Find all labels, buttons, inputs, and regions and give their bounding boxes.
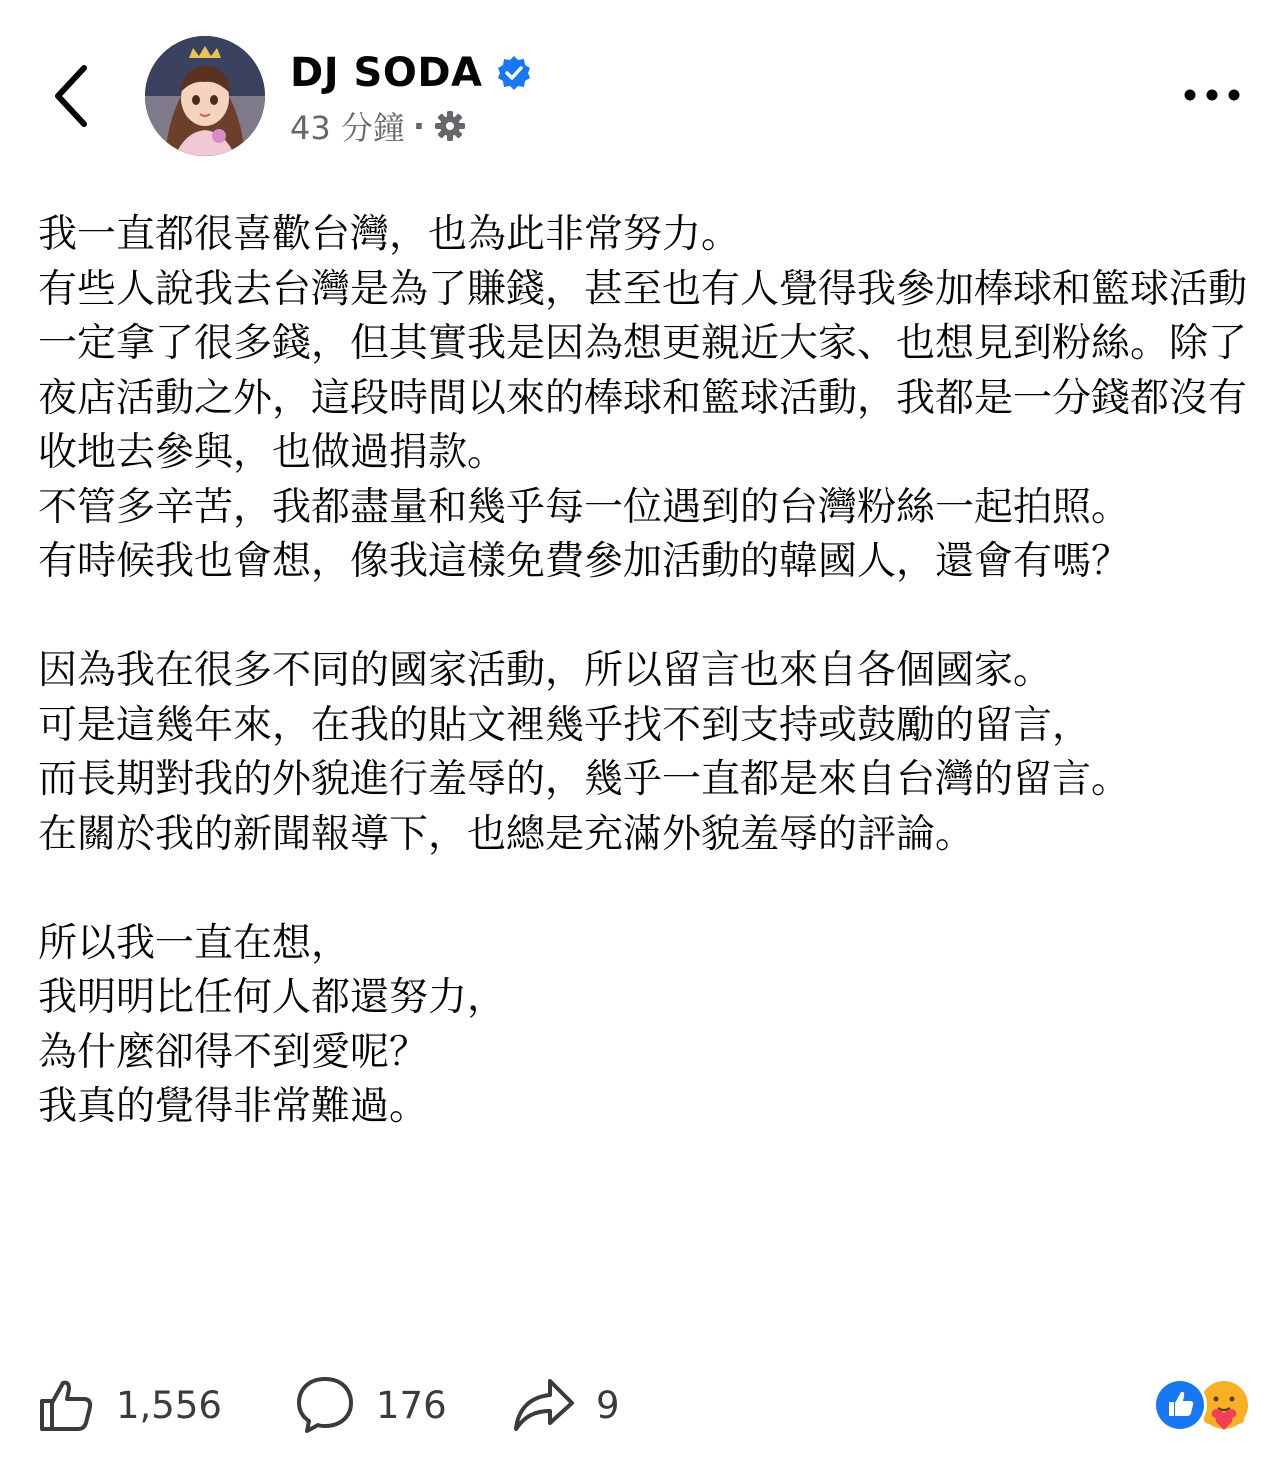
comment-button[interactable] bbox=[294, 1370, 447, 1440]
like-count: 1,556 bbox=[116, 1383, 222, 1427]
post-timestamp[interactable]: 43 分鐘 bbox=[290, 109, 405, 147]
avatar[interactable] bbox=[145, 36, 265, 156]
back-button[interactable] bbox=[44, 60, 104, 132]
post-paragraph: 為什麼卻得不到愛呢？ bbox=[38, 1029, 429, 1075]
post-text bbox=[38, 208, 1258, 1135]
post-paragraph: 有時候我也會想，像我這樣免費參加活動的韓國人，還會有嗎？ bbox=[38, 539, 1131, 584]
post-paragraph: 我真的覺得非常難過。 bbox=[38, 1084, 429, 1129]
like-reaction-icon bbox=[1153, 1378, 1207, 1432]
post-paragraph: 因為我在很多不同的國家活動，所以留言也來自各個國家。 bbox=[38, 648, 1053, 693]
avatar-illustration bbox=[145, 36, 265, 156]
page-name[interactable]: DJ SODA bbox=[290, 50, 483, 96]
post-paragraph: 我明明比任何人都還努力， bbox=[38, 975, 507, 1020]
post-paragraph: 不管多辛苦，我都盡量和幾乎每一位遇到的台灣粉絲一起拍照。 bbox=[38, 484, 1131, 530]
comment-bubble-icon bbox=[294, 1374, 356, 1436]
post-paragraph: 而長期對我的外貌進行羞辱的，幾乎一直都是來自台灣的留言。 bbox=[38, 757, 1131, 802]
paragraph-spacer bbox=[38, 862, 1258, 917]
meta-separator: · bbox=[412, 107, 426, 145]
post-paragraph: 所以我一直在想， bbox=[38, 920, 351, 966]
share-arrow-icon bbox=[512, 1377, 576, 1433]
chevron-left-icon bbox=[58, 68, 84, 124]
post-actions-bar bbox=[0, 1370, 1284, 1440]
share-count: 9 bbox=[596, 1383, 620, 1427]
more-options-button[interactable] bbox=[1180, 80, 1244, 110]
more-dots-icon bbox=[1185, 90, 1240, 101]
like-button[interactable] bbox=[36, 1370, 222, 1440]
post-header bbox=[0, 0, 1284, 170]
comment-count: 176 bbox=[376, 1383, 447, 1427]
verified-badge-icon bbox=[496, 55, 532, 91]
name-row bbox=[290, 44, 532, 102]
paragraph-spacer bbox=[38, 590, 1258, 645]
share-button[interactable] bbox=[512, 1370, 620, 1440]
reactions-summary[interactable] bbox=[1150, 1372, 1256, 1438]
settings-gear-icon[interactable] bbox=[433, 109, 467, 143]
post-paragraph: 有些人說我去台灣是為了賺錢，甚至也有人覺得我參加棒球和籃球活動一定拿了很多錢，但其實我是因為想更親近大家、也想見到粉絲。除了夜店活動之外，這段時間以來的棒球和籃球活動，我都是一分錢都沒有收地去參與，也做過捐款。 bbox=[38, 266, 1248, 475]
post-paragraph: 在關於我的新聞報導下，也總是充滿外貌羞辱的評論。 bbox=[38, 811, 975, 857]
post-meta bbox=[290, 104, 467, 148]
thumbs-up-icon bbox=[36, 1375, 96, 1435]
post-paragraph: 我一直都很喜歡台灣，也為此非常努力。 bbox=[38, 212, 741, 257]
post-paragraph: 可是這幾年來，在我的貼文裡幾乎找不到支持或鼓勵的留言， bbox=[38, 702, 1092, 748]
